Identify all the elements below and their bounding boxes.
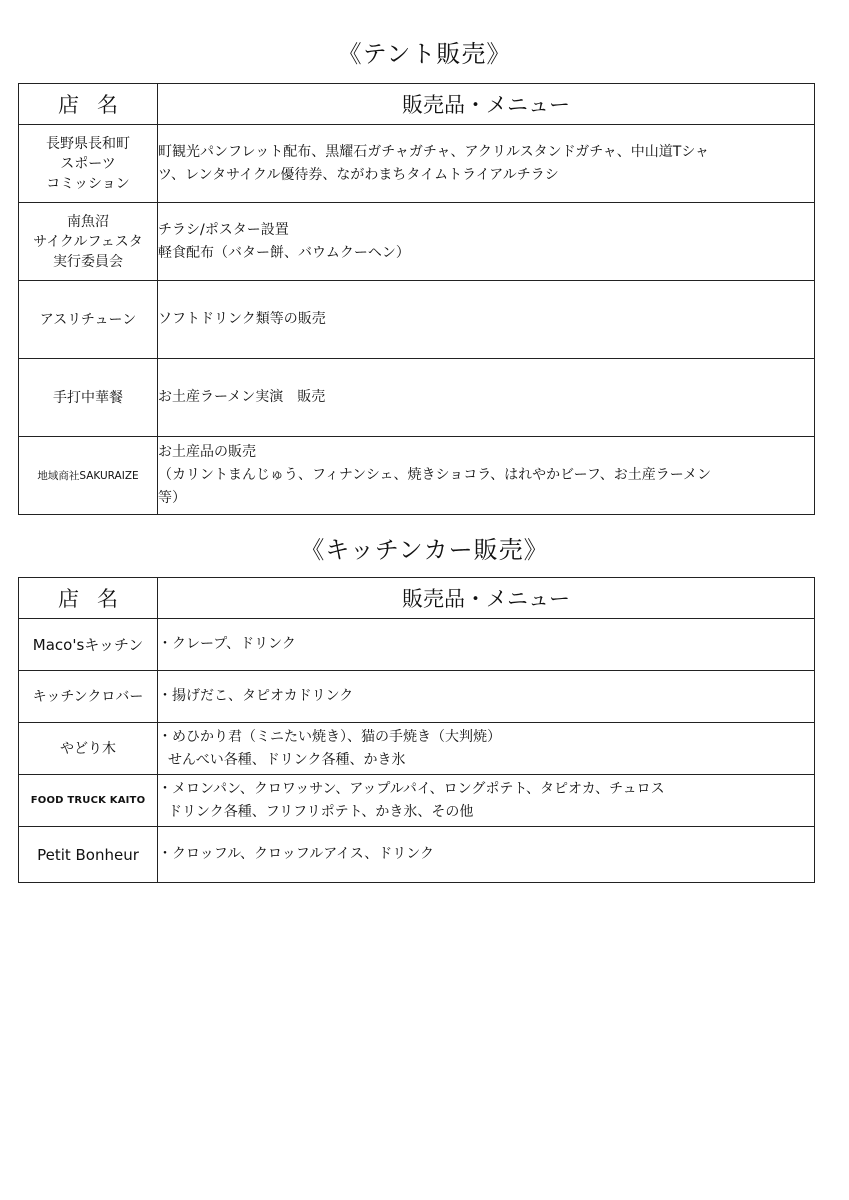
menu-cell <box>158 203 815 281</box>
table-row <box>19 827 815 883</box>
shop-name-line: 南魚沼 <box>67 213 109 230</box>
shop-name-cell: Maco'sキッチン <box>19 619 158 671</box>
tent-sales-table <box>18 83 815 515</box>
shop-name-cell: Petit Bonheur <box>19 827 158 883</box>
table-header-row <box>19 578 815 619</box>
shop-name-cell <box>19 203 158 281</box>
kitchen-car-sales-table <box>18 577 815 883</box>
table-row <box>19 775 815 827</box>
shop-name-line: コミッション <box>46 175 130 192</box>
menu-cell <box>158 437 815 515</box>
shop-name-header: 店名 <box>19 84 158 125</box>
menu-line: 軽食配布（バター餅、バウムクーヘン） <box>158 244 410 261</box>
menu-line: ・めひかり君（ミニたい焼き）、猫の手焼き（大判焼） <box>158 728 501 745</box>
table-row <box>19 723 815 775</box>
shop-name-cell: やどり木 <box>19 723 158 775</box>
menu-line: 等） <box>158 490 186 506</box>
menu-line: ソフトドリンク類等の販売 <box>158 311 326 327</box>
table-row <box>19 203 815 281</box>
shop-name-line: 実行委員会 <box>53 253 123 270</box>
shop-name-cell: アスリチューン <box>19 281 158 359</box>
tent-section-title: 《テント販売》 <box>337 40 512 68</box>
shop-name-cell: キッチンクロバー <box>19 671 158 723</box>
menu-line: ツ、レンタサイクル優待券、ながわまちタイムトライアルチラシ <box>158 166 559 183</box>
menu-header: 販売品・メニュー <box>158 578 815 619</box>
shop-name-cell: 手打中華餐 <box>19 359 158 437</box>
menu-cell <box>158 671 815 723</box>
table-row <box>19 437 815 515</box>
table-row <box>19 359 815 437</box>
shop-name-line: サイクルフェスタ <box>33 233 143 250</box>
menu-cell <box>158 281 815 359</box>
shop-name-cell <box>19 125 158 203</box>
table-row <box>19 619 815 671</box>
shop-name-cell: 地域商社SAKURAIZE <box>19 437 158 515</box>
menu-line: ・揚げだこ、タピオカドリンク <box>158 688 354 704</box>
menu-cell <box>158 775 815 827</box>
menu-header: 販売品・メニュー <box>158 84 815 125</box>
menu-cell <box>158 619 815 671</box>
table-header-row <box>19 84 815 125</box>
menu-cell <box>158 125 815 203</box>
table-row <box>19 671 815 723</box>
menu-line: ドリンク各種、フリフリポテト、かき氷、その他 <box>168 803 474 820</box>
menu-line: （カリントまんじゅう、フィナンシェ、焼きショコラ、はれやかビーフ、お土産ラーメン <box>158 467 712 483</box>
menu-cell <box>158 359 815 437</box>
menu-line: お土産ラーメン実演 販売 <box>158 389 326 405</box>
menu-cell <box>158 827 815 883</box>
kitchen-car-section-title: 《キッチンカー販売》 <box>300 536 549 564</box>
menu-line: ・クレープ、ドリンク <box>158 636 296 652</box>
menu-line: チラシ/ポスター設置 <box>158 221 289 238</box>
menu-line: ・メロンパン、クロワッサン、アップルパイ、ロングポテト、タピオカ、チュロス <box>158 780 665 797</box>
menu-cell <box>158 723 815 775</box>
shop-name-line: 長野県長和町 <box>46 135 130 152</box>
menu-line: 町観光パンフレット配布、黒耀石ガチャガチャ、アクリルスタンドガチャ、中山道Tシャ <box>158 143 710 160</box>
menu-line: お土産品の販売 <box>158 444 256 460</box>
table-row <box>19 281 815 359</box>
menu-line: せんべい各種、ドリンク各種、かき氷 <box>168 751 406 768</box>
menu-line: ・クロッフル、クロッフルアイス、ドリンク <box>158 846 434 862</box>
table-row <box>19 125 815 203</box>
shop-name-line: スポーツ <box>60 155 116 172</box>
shop-name-header: 店名 <box>19 578 158 619</box>
shop-name-cell: FOOD TRUCK KAITO <box>19 775 158 827</box>
